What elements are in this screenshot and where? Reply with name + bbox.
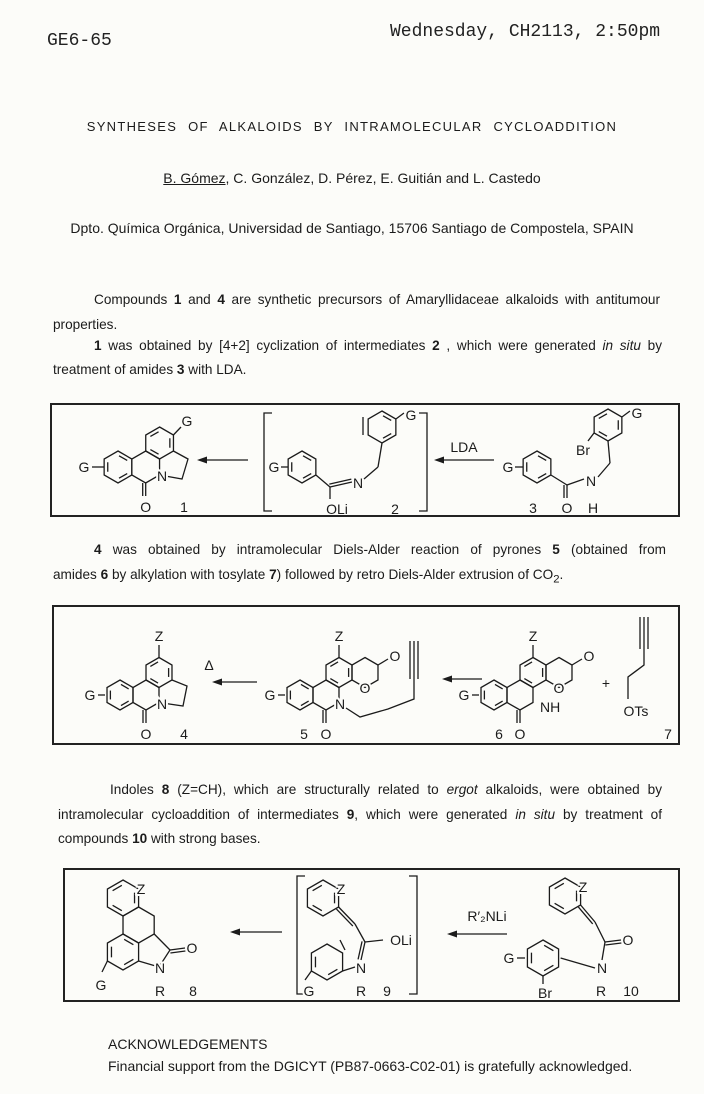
double-bond	[578, 907, 592, 924]
compound-number-8: 8	[189, 983, 197, 999]
ring-double-bond	[303, 456, 311, 461]
arrowhead-icon	[447, 931, 457, 938]
bond	[316, 475, 330, 487]
scheme-3	[63, 868, 680, 1002]
substituent-g-label: G	[84, 687, 96, 703]
text: compounds	[58, 831, 133, 846]
bond	[561, 958, 595, 968]
latin-term: ergot	[446, 782, 478, 797]
alkyl-chain	[628, 649, 644, 699]
compound-number-1: 1	[180, 499, 188, 515]
reagent-heat-label: Δ	[204, 657, 214, 673]
ring-double-bond	[119, 474, 127, 479]
ring-double-bond	[150, 679, 158, 683]
scheme-3-drawing	[65, 870, 678, 1000]
substituent-g-label: G	[405, 407, 417, 423]
bond	[598, 463, 610, 477]
subscript: 2	[553, 573, 560, 586]
substituent-g-label: G	[303, 983, 315, 999]
oxygen-label: O	[320, 726, 332, 742]
substituent-g-label: G	[181, 413, 193, 429]
ring-double-bond	[150, 450, 158, 455]
paragraph-line	[58, 830, 261, 848]
compound-ref: 4	[94, 542, 102, 557]
latin-term: in situ	[515, 807, 556, 822]
tosylate-label: OTs	[623, 703, 649, 719]
text: alkaloids, were obtained by	[477, 782, 662, 797]
bond	[364, 467, 378, 479]
substituent-g-label: G	[631, 405, 643, 421]
bond	[551, 475, 567, 485]
substituent-z-label: Z	[578, 879, 588, 895]
ring	[123, 907, 154, 943]
text: (Z=CH), which are structurally related to	[169, 782, 447, 797]
arrowhead-icon	[230, 929, 240, 936]
bond	[305, 971, 311, 980]
ring-double-bond	[495, 701, 503, 705]
nitrogen-label: N	[334, 696, 346, 712]
ring-double-bond	[113, 885, 122, 890]
carbonyl-oxygen-label: O	[389, 648, 401, 664]
bromine-label: Br	[576, 442, 590, 458]
ring-double-bond	[544, 965, 553, 970]
oxygen-label: O	[622, 932, 634, 948]
oxygen-label: O	[514, 726, 526, 742]
substituent-r-label: R	[355, 983, 367, 999]
acknowledgements-text: Financial support from the DGICYT (PB87-0663-C02-01) is gratefully acknowledged.	[108, 1058, 633, 1074]
bond	[595, 922, 605, 942]
substituent-z-label: Z	[334, 628, 344, 644]
nitrogen-label: N	[352, 475, 364, 491]
presenting-author: B. Gómez	[163, 170, 226, 186]
compound-number-6: 6	[495, 726, 503, 742]
compound-number-5: 5	[300, 726, 308, 742]
substituent-g-label: G	[95, 977, 107, 993]
paragraph-line	[94, 291, 660, 309]
ring-oxygen-label: O	[553, 680, 565, 696]
paragraph-line	[53, 316, 117, 334]
paragraph-line	[53, 361, 246, 379]
ring-double-bond	[383, 434, 391, 439]
carbonyl-oxygen-label: O	[583, 648, 595, 664]
bond	[608, 441, 610, 463]
lithium-enolate-label: OLi	[326, 501, 348, 515]
ring-double-bond	[555, 883, 564, 888]
hydrogen-label: H	[587, 500, 599, 515]
bond	[567, 479, 584, 485]
text: .	[559, 567, 564, 582]
substituent-r-label: R	[595, 983, 607, 999]
text: by alkylation with tosylate	[108, 567, 270, 582]
substituent-z-label: Z	[136, 881, 146, 897]
ring-double-bond	[150, 662, 158, 666]
substituent-g-label: G	[458, 687, 470, 703]
substituent-z-label: Z	[528, 628, 538, 644]
oxygen-label: O	[140, 499, 152, 515]
compound-ref: 2	[432, 338, 440, 353]
compound-ref: 1	[94, 338, 102, 353]
ring-double-bond	[303, 474, 311, 479]
compound-number-3: 3	[529, 500, 537, 515]
reagent-lda-label: LDA	[450, 439, 478, 455]
ring-double-bond	[555, 903, 564, 908]
text: by treatment of	[555, 807, 663, 822]
ring	[132, 451, 160, 483]
bond	[365, 940, 383, 942]
compound-ref: 3	[176, 362, 185, 377]
text: was obtained by [4+2] cyclization of intermediates	[101, 338, 433, 353]
bond	[173, 427, 181, 435]
text: , which were generated	[439, 338, 603, 353]
bracket	[297, 876, 305, 994]
compound-number-9: 9	[383, 983, 391, 999]
double-bond	[336, 909, 352, 926]
ring-double-bond	[495, 684, 503, 688]
ring-double-bond	[330, 662, 338, 666]
latin-term: in situ	[602, 338, 641, 353]
bond	[572, 659, 582, 665]
bond	[355, 924, 365, 942]
bromine-label: Br	[538, 985, 552, 1000]
compound-ref: 9	[346, 807, 355, 822]
paragraph-line	[53, 566, 563, 589]
amide-nh-label: NH	[540, 699, 561, 715]
ring-double-bond	[119, 456, 127, 461]
compound-ref: 8	[161, 782, 170, 797]
ring-double-bond	[301, 684, 309, 688]
ring-double-bond	[538, 456, 546, 461]
substituent-g-label: G	[78, 459, 90, 475]
paragraph-line	[58, 806, 662, 824]
substituent-g-label: G	[268, 459, 280, 475]
paragraph-line	[94, 541, 666, 559]
compound-ref: 5	[552, 542, 560, 557]
arrowhead-icon	[212, 679, 222, 686]
ring-double-bond	[328, 969, 337, 974]
author-list	[0, 170, 704, 186]
scheme-2	[52, 605, 680, 745]
co-authors: , C. González, D. Pérez, E. Guitián and L. Castedo	[225, 170, 541, 186]
ring-double-bond	[599, 414, 607, 419]
text: Compounds	[94, 292, 174, 307]
substituent-g-label: G	[502, 459, 514, 475]
compound-ref: 4	[217, 292, 225, 307]
ring-double-bond	[383, 416, 391, 421]
compound-number-4: 4	[180, 726, 188, 742]
text: and	[181, 292, 218, 307]
double-bond	[339, 907, 355, 924]
ring-double-bond	[150, 432, 158, 437]
text: properties.	[53, 317, 118, 332]
oxygen-label: O	[140, 726, 152, 742]
nitrogen-label: N	[355, 960, 367, 976]
lithium-enolate-label: OLi	[390, 932, 412, 948]
bond	[602, 942, 605, 960]
bond	[378, 659, 388, 665]
session-info: Wednesday, CH2113, 2:50pm	[390, 22, 661, 42]
scheme-1	[50, 403, 680, 517]
compound-ref: 6	[100, 567, 109, 582]
double-bond	[581, 905, 595, 922]
ring-double-bond	[313, 905, 322, 910]
substituent-z-label: Z	[154, 628, 164, 644]
nitrogen-label: N	[585, 473, 597, 489]
ring-double-bond	[538, 474, 546, 479]
text: intramolecular cycloaddition of intermediates	[58, 807, 347, 822]
bracket	[419, 413, 427, 511]
scheme-1-drawing	[52, 405, 678, 515]
ring-double-bond	[544, 945, 553, 950]
oxygen-label: O	[561, 500, 573, 515]
bond	[396, 413, 404, 419]
ring	[368, 411, 396, 443]
bond	[588, 433, 594, 441]
scheme-2-drawing	[54, 607, 678, 743]
substituent-g-label: G	[264, 687, 276, 703]
text: by	[640, 338, 662, 353]
double-bond	[170, 948, 185, 950]
oxygen-label: O	[186, 940, 198, 956]
compound-number-10: 10	[623, 983, 639, 999]
text: with LDA.	[184, 362, 247, 377]
text: Indoles	[110, 782, 162, 797]
alkyl-chain	[346, 679, 414, 717]
compound-ref: 1	[173, 292, 182, 307]
text: , which were generated	[354, 807, 516, 822]
text: ) followed by retro Diels-Alder extrusion of CO	[276, 567, 554, 582]
reagent-amide-base-label: R′₂NLi	[467, 908, 507, 924]
ring-double-bond	[524, 679, 532, 683]
bond	[343, 967, 355, 971]
ring-double-bond	[524, 662, 532, 666]
double-bond	[170, 951, 185, 953]
nitrogen-label: N	[156, 468, 168, 484]
substituent-z-label: Z	[336, 881, 346, 897]
double-bond	[605, 940, 621, 942]
arrowhead-icon	[197, 457, 207, 464]
arrowhead-icon	[442, 676, 452, 683]
affiliation: Dpto. Química Orgánica, Universidad de Santiago, 15706 Santiago de Compostela, SPAIN	[70, 220, 634, 236]
ring-double-bond	[121, 701, 129, 705]
paper-title: SYNTHESES OF ALKALOIDS BY INTRAMOLECULAR CYCLOADDITION	[86, 119, 618, 134]
bond	[378, 443, 382, 467]
substituent-g-label: G	[503, 950, 515, 966]
nitrogen-label: N	[154, 960, 166, 976]
text: amides	[53, 567, 101, 582]
ring-double-bond	[113, 905, 122, 910]
nitrogen-label: N	[156, 696, 168, 712]
text: are synthetic precursors of Amaryllidaceae alkaloids with antitumour	[224, 292, 660, 307]
ring-double-bond	[599, 432, 607, 437]
ring-double-bond	[301, 701, 309, 705]
paragraph-line	[110, 781, 662, 799]
paragraph-line	[94, 337, 662, 355]
substituent-r-label: R	[154, 983, 166, 999]
text: with strong bases.	[147, 831, 261, 846]
ring-double-bond	[124, 959, 133, 964]
double-bond	[605, 943, 621, 945]
bond	[102, 961, 107, 972]
ring-double-bond	[121, 684, 129, 688]
text: treatment of amides	[53, 362, 177, 377]
ring-double-bond	[313, 885, 322, 890]
plus-sign: +	[601, 675, 611, 691]
bond	[622, 411, 630, 417]
aryne-triple-bond	[340, 940, 345, 950]
arrowhead-icon	[434, 457, 444, 464]
nitrogen-label: N	[596, 960, 608, 976]
acknowledgements-heading: ACKNOWLEDGEMENTS	[108, 1036, 268, 1052]
compound-ref: 10	[132, 831, 148, 846]
compound-number-7: 7	[664, 726, 672, 742]
ring-double-bond	[330, 679, 338, 683]
ring-oxygen-label: O	[359, 680, 371, 696]
compound-number-2: 2	[391, 501, 399, 515]
abstract-code: GE6-65	[47, 31, 112, 51]
text: was obtained by intramolecular Diels-Alder reaction of pyrones	[101, 542, 553, 557]
text: (obtained from	[559, 542, 666, 557]
compound-ref: 7	[269, 567, 277, 582]
ring-double-bond	[124, 939, 133, 944]
